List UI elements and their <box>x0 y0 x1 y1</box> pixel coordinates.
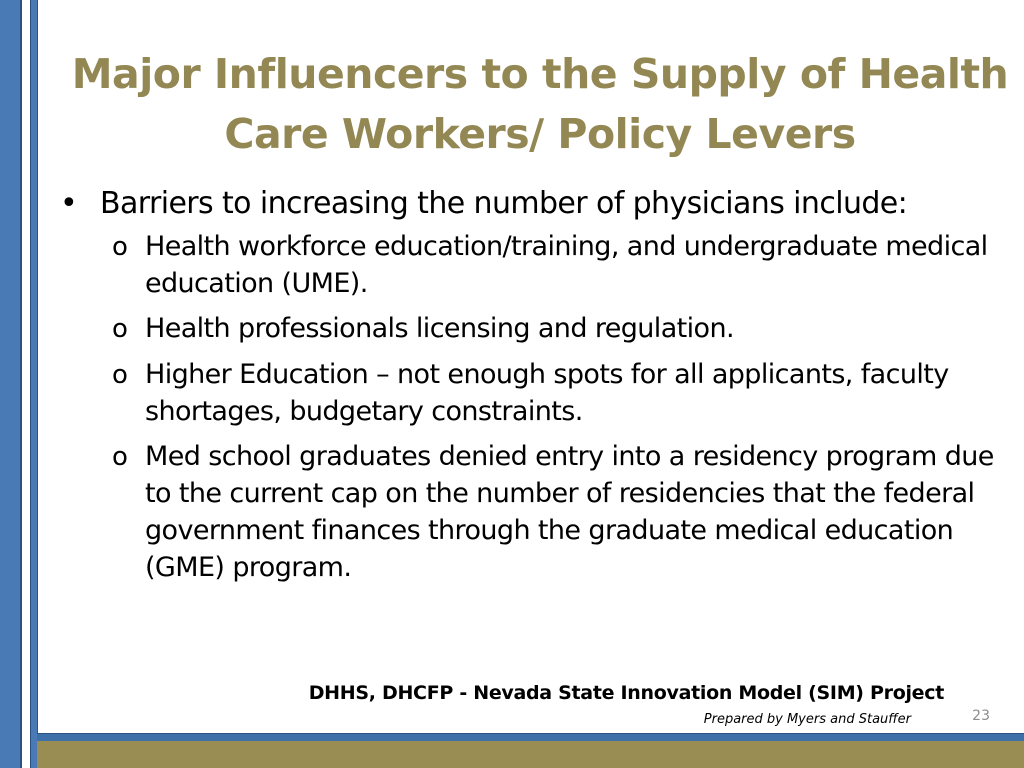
left-decorative-bar <box>0 0 22 768</box>
bottom-decorative-bar <box>37 733 1024 741</box>
sub-bullet-marker: o <box>112 360 128 390</box>
slide-body <box>60 182 1010 594</box>
sub-bullet-marker: o <box>112 442 128 472</box>
slide-title: Major Influencers to the Supply of Health Care Workers/ Policy Levers <box>71 50 1009 158</box>
sub-bullet-item <box>112 438 1010 586</box>
bullet-marker: • <box>60 186 78 221</box>
main-bullet <box>60 182 1010 226</box>
sub-bullet-marker: o <box>112 232 128 262</box>
sub-bullet-item <box>112 356 1010 430</box>
left-decorative-bar-thin <box>30 0 38 768</box>
page-number: 23 <box>972 708 990 724</box>
sub-bullet-text: Higher Education – not enough spots for all applicants, faculty shortages, budgetary constraints. <box>145 359 949 427</box>
sub-bullet-text: Med school graduates denied entry into a residency program due to the current cap on the number of residencies that the federal government finances through the graduate medical education (GME) program. <box>145 441 994 583</box>
main-bullet-text: Barriers to increasing the number of physicians include: <box>100 186 908 221</box>
left-decorative-gap <box>22 0 30 768</box>
sub-bullet-list <box>112 228 1010 586</box>
footer-prepared-by: Prepared by Myers and Stauffer <box>703 712 911 727</box>
sub-bullet-item <box>112 228 1010 302</box>
footer-project-name: DHHS, DHCFP - Nevada State Innovation Model (SIM) Project <box>308 682 944 704</box>
sub-bullet-item <box>112 310 1010 348</box>
bottom-decorative-band <box>37 741 1024 768</box>
sub-bullet-marker: o <box>112 314 128 344</box>
sub-bullet-text: Health workforce education/training, and undergraduate medical education (UME). <box>145 231 988 299</box>
sub-bullet-text: Health professionals licensing and regulation. <box>145 313 734 344</box>
